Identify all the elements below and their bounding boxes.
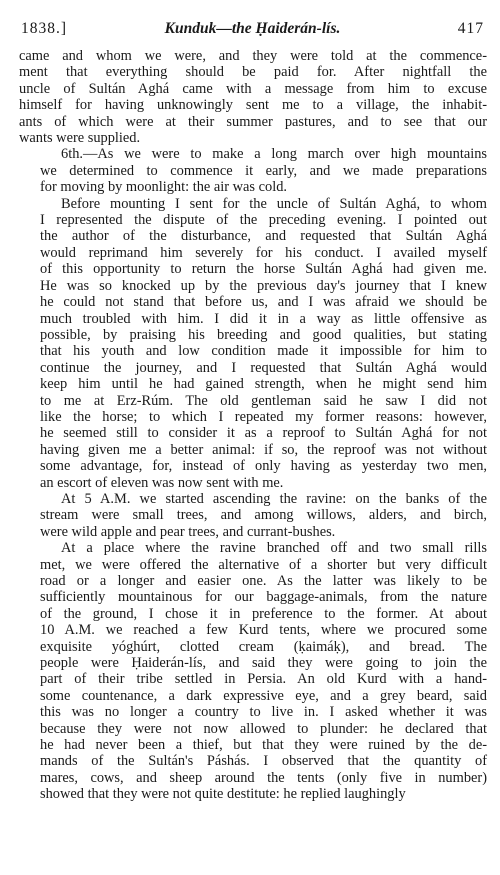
text-line: 6th.—As we were to make a long march over high mountains <box>61 146 487 163</box>
text-line: having given me a better animal: if so, the reproof was not without <box>40 441 487 458</box>
text-line: himself for having unknowingly sent me to a village, the inhabit- <box>19 97 487 114</box>
paragraph <box>19 491 487 540</box>
text-line: like the horse; to which I repeated my former reasons: however, <box>40 408 487 425</box>
text-line: that his youth and low condition made it impossible for him to <box>40 343 487 360</box>
text-line: sufficiently mountainous for our baggage-animals, from the nature <box>40 589 487 606</box>
text-line: road or a longer and easier one. As the latter was likely to be <box>40 573 487 589</box>
text-line: He was so knocked up by the previous day's journey that I knew <box>40 277 487 294</box>
text-line: At a place where the ravine branched off and two small rills <box>61 540 487 557</box>
text-line: we determined to commence it early, and we made preparations <box>40 162 487 179</box>
text-line: showed that they were not quite destitute: he replied laughingly <box>40 786 406 803</box>
text-line: part of their tribe settled in Persia. An old Kurd with a hand- <box>40 671 487 688</box>
paragraph <box>19 146 487 195</box>
text-line: met, we were offered the alternative of a shorter but very difficult <box>40 556 487 573</box>
text-line: 10 A.M. we reached a few Kurd tents, where we procured some <box>40 622 487 639</box>
text-line: to me at Erz-Rúm. The old gentleman said he saw I did not <box>40 392 487 409</box>
page-number: 417 <box>457 20 484 37</box>
text-line: possible, by praising his breeding and good qualities, but stating <box>40 326 487 343</box>
text-line: an escort of eleven was now sent with me. <box>40 474 284 491</box>
text-line: At 5 A.M. we started ascending the ravine: on the banks of the <box>61 490 487 507</box>
text-line: would reprimand him severely for his conduct. I availed myself <box>40 244 487 261</box>
text-line: some countenance, a dark expressive eye, and a grey beard, said <box>40 687 487 704</box>
text-line: mares, cows, and sheep around the tents (only five in number) <box>40 769 487 786</box>
text-line: mands of the Sultán's Páshás. I observed that the quantity of <box>40 753 487 770</box>
text-line: came and whom we were, and they were told at the commence- <box>19 48 487 64</box>
text-line: keep him until he had gained strength, when he might send him <box>40 376 487 393</box>
text-line: for moving by moonlight: the air was cold. <box>40 179 288 196</box>
paragraph <box>19 48 487 146</box>
paragraph <box>19 196 487 491</box>
running-head-title: Kunduk—the Ḥaiderán-lís. <box>164 20 341 37</box>
text-line: I represented the dispute of the preceding evening. I pointed out <box>40 212 487 229</box>
text-line: because they were not now allowed to plunder: he declared that <box>40 720 487 737</box>
running-head <box>21 18 484 40</box>
text-line: some advantage, for, instead of only having as yesterday two men, <box>40 458 487 475</box>
text-line: of this opportunity to return the horse Sultán Aghá had given me. <box>40 261 487 278</box>
text-line: wants were supplied. <box>19 130 141 147</box>
text-line: he had never been a thief, but that they were ruined by the de- <box>40 737 487 754</box>
text-line: Before mounting I sent for the uncle of Sultán Aghá, to whom <box>61 195 487 212</box>
text-line: he seemed still to consider it as a reproof to Sultán Aghá for not <box>40 425 487 442</box>
text-line: the author of the disturbance, and requested that Sultán Aghá <box>40 228 487 245</box>
text-line: stream were small trees, and among willows, alders, and birch, <box>40 507 487 524</box>
text-line: people were Ḥaiderán-lís, and said they were going to join the <box>40 655 487 672</box>
text-line: this was no longer a country to live in. I asked whether it was <box>40 704 487 721</box>
text-line: continue the journey, and I requested that Sultán Aghá would <box>40 359 487 376</box>
text-line: exquisite yóghúrt, clotted cream (ḳaimáḳ), and bread. The <box>40 638 487 655</box>
running-head-year: 1838.] <box>21 20 68 37</box>
text-line: ment that everything should be paid for. After nightfall the <box>19 64 487 81</box>
body-text <box>19 48 487 803</box>
text-line: much troubled with him. I did it in a way as little offensive as <box>40 310 487 327</box>
text-line: uncle of Sultán Aghá came with a message from him to excuse <box>19 80 487 97</box>
paragraph <box>19 540 487 803</box>
text-line: ants of which were at their summer pastures, and to see that our <box>19 113 487 130</box>
text-line: were wild apple and pear trees, and currant-bushes. <box>40 523 336 540</box>
text-line: of the ground, I chose it in preference to the former. At about <box>40 605 487 622</box>
text-line: he could not stand that before us, and I was afraid we should be <box>40 294 487 311</box>
